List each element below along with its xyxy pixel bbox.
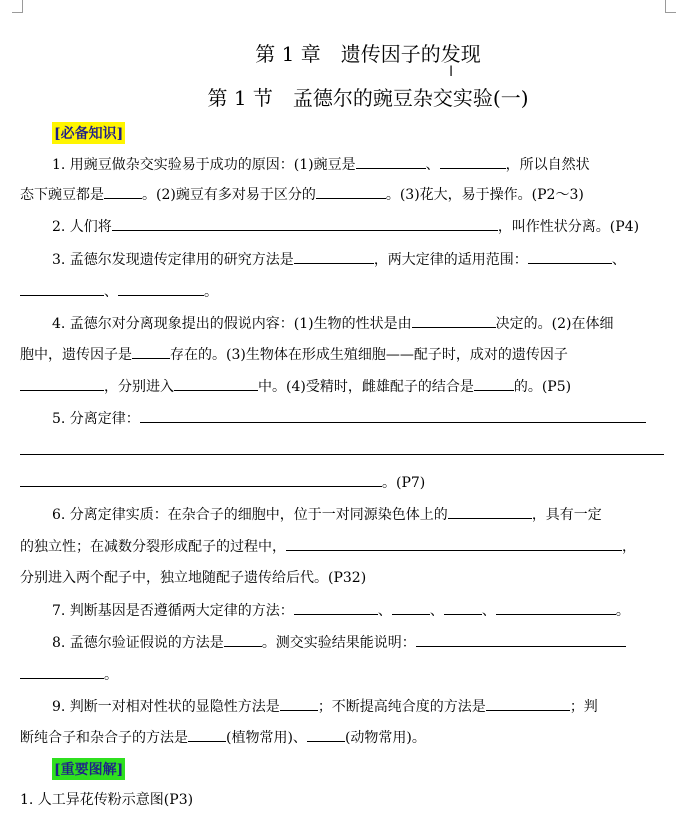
question-4-line-1: 4. 孟德尔对分离现象提出的假说内容：(1)生物的性状是由 决定的。(2)在体细 <box>52 313 613 334</box>
text-cursor-icon: I <box>449 64 454 80</box>
question-2-line: 2. 人们将 ，叫作性状分离。(P4) <box>52 216 639 237</box>
question-6-line-2: 的独立性；在减数分裂形成配子的过程中， ， <box>20 536 636 557</box>
figure-1-caption: 1. 人工异花传粉示意图(P3) <box>20 792 194 808</box>
section-title: 第 1 节 孟德尔的豌豆杂交实验(一) <box>207 86 529 110</box>
key-diagrams-heading: [重要图解] <box>52 758 125 780</box>
question-8-line-2: 。 <box>20 664 118 685</box>
question-8-line-1: 8. 孟德尔验证假说的方法是 。测交实验结果能说明： <box>52 632 626 653</box>
question-7-line: 7. 判断基因是否遵循两大定律的方法： 、 、 、 。 <box>52 600 630 621</box>
question-1-line-2: 态下豌豆都是 。(2)豌豆有多对易于区分的 。(3)花大，易于操作。(P2～3) <box>20 184 584 205</box>
question-5-line-2 <box>20 440 664 461</box>
question-3-line-1: 3. 孟德尔发现遗传定律用的研究方法是 ，两大定律的适用范围： 、 <box>52 249 626 270</box>
question-6-line-1: 6. 分离定律实质：在杂合子的细胞中，位于一对同源染色体上的 ，具有一定 <box>52 504 602 525</box>
page-corner-mark-left <box>12 0 23 13</box>
question-5-line-3: 。(P7) <box>20 472 425 493</box>
question-1-line-1: 1. 用豌豆做杂交实验易于成功的原因：(1)豌豆是 、 ，所以自然状 <box>52 154 590 175</box>
question-9-line-2: 断纯合子和杂合子的方法是 (植物常用)、 (动物常用)。 <box>20 727 426 748</box>
required-knowledge-heading: [必备知识] <box>52 122 125 144</box>
question-6-line-3: 分别进入两个配子中，独立地随配子遗传给后代。(P32) <box>20 570 367 586</box>
question-3-line-2: 、 。 <box>20 281 218 302</box>
question-5-line-1: 5. 分离定律： <box>52 408 646 429</box>
question-4-line-3: ，分别进入 中。(4)受精时，雌雄配子的结合是 的。(P5) <box>20 376 571 397</box>
question-9-line-1: 9. 判断一对相对性状的显隐性方法是 ；不断提高纯合度的方法是 ；判 <box>52 696 598 717</box>
chapter-title: 第 1 章 遗传因子的发现 <box>255 42 481 66</box>
question-4-line-2: 胞中，遗传因子是 存在的。(3)生物体在形成生殖细胞——配子时，成对的遗传因子 <box>20 344 568 365</box>
page-corner-mark-right <box>665 0 676 13</box>
